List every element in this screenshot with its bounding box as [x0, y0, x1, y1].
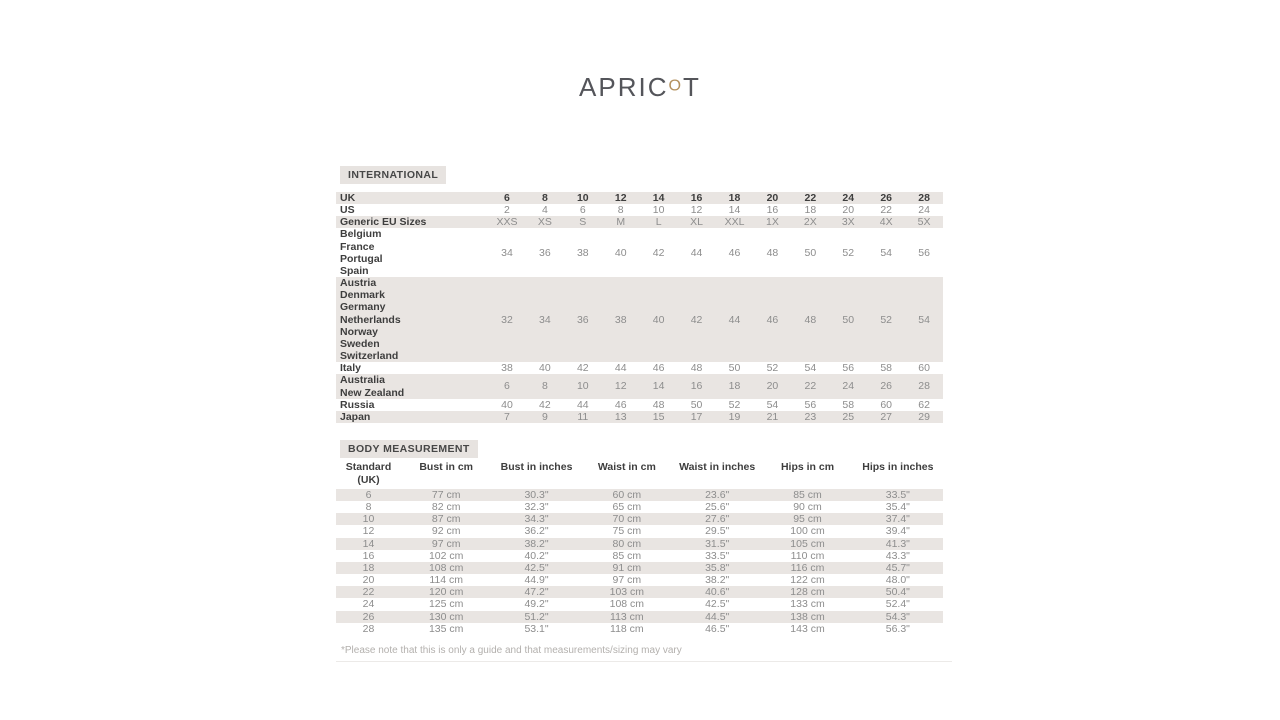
size-value: XL [690, 216, 703, 229]
measurement-cell: 91 cm [612, 561, 642, 574]
size-value: 20 [766, 192, 779, 204]
size-value: 12 [614, 192, 627, 204]
measurement-cell: 40.2" [524, 549, 549, 562]
size-value: 27 [880, 410, 893, 423]
size-value: 58 [880, 362, 893, 375]
measurement-cell: 48.0" [885, 574, 910, 587]
size-value: 44 [728, 313, 741, 326]
size-cell: 16 [362, 549, 375, 562]
size-value: 13 [614, 410, 627, 423]
size-value: 54 [918, 313, 930, 326]
column-header-line: Hips in inches [862, 461, 934, 473]
measurement-cell: 30.3" [524, 489, 549, 501]
country-name: New Zealand [340, 386, 405, 399]
measurement-cell: 110 cm [790, 549, 825, 562]
size-value: 16 [690, 192, 703, 204]
country-name: Sweden [340, 337, 380, 350]
logo-text-left: APRIC [579, 72, 669, 102]
column-header [672, 461, 762, 486]
size-value: 36 [576, 313, 589, 326]
size-value: 52 [728, 398, 741, 411]
measurement-row [336, 586, 943, 598]
size-value: 2 [504, 204, 510, 217]
size-values [488, 277, 943, 362]
measurement-cell: 23.6" [705, 489, 730, 501]
size-value: 40 [652, 313, 665, 326]
size-value: 50 [728, 362, 741, 375]
column-header-line: Waist in inches [679, 461, 756, 473]
size-value: 26 [880, 192, 893, 204]
size-value: 48 [690, 362, 703, 375]
international-row [336, 277, 943, 362]
size-value: XXS [496, 216, 518, 229]
size-value: 38 [576, 246, 589, 259]
size-cell: 18 [362, 561, 375, 574]
measurement-row [336, 623, 943, 635]
country-name: Germany [340, 301, 386, 314]
measurement-cell: 37.4" [885, 513, 910, 526]
international-row [336, 216, 943, 228]
size-value: 48 [652, 398, 665, 411]
body-measurement-table [336, 461, 943, 635]
measurement-cell: 120 cm [428, 586, 464, 599]
size-value: 10 [576, 192, 589, 204]
size-value: 56 [804, 398, 817, 411]
bottom-divider [336, 661, 952, 662]
measurement-cell: 51.2" [524, 610, 549, 623]
measurement-cell: 29.5" [705, 525, 730, 538]
measurement-cell: 32.3" [524, 501, 549, 514]
measurement-cell: 122 cm [790, 574, 825, 587]
size-value: 50 [690, 398, 703, 411]
measurement-cell: 25.6" [705, 501, 730, 514]
size-value: 17 [690, 410, 703, 423]
column-header [853, 461, 943, 486]
measurement-cell: 65 cm [612, 501, 642, 514]
measurement-cell: 56.3" [885, 622, 910, 635]
measurement-cell: 116 cm [790, 561, 825, 574]
guide-footnote: *Please note that this is only a guide and that measurements/sizing may vary [341, 645, 682, 656]
size-value: 11 [577, 410, 589, 423]
column-header-line: (UK) [357, 473, 380, 486]
country-name: Norway [340, 325, 378, 338]
international-row [336, 204, 943, 216]
size-value: 46 [728, 246, 741, 259]
size-value: 22 [804, 380, 817, 393]
size-value: 40 [539, 362, 551, 375]
country-name: Italy [340, 362, 362, 375]
country-label [336, 411, 488, 423]
measurement-row [336, 562, 943, 574]
size-value: 46 [652, 362, 665, 375]
measurement-row [336, 525, 943, 537]
measurement-cell: 118 cm [610, 622, 644, 635]
size-value: 29 [918, 410, 930, 423]
measurement-cell: 75 cm [612, 525, 642, 538]
size-value: 56 [918, 246, 930, 259]
column-header [762, 461, 852, 486]
measurement-cell: 135 cm [428, 622, 464, 635]
column-header-line: Bust in cm [419, 461, 474, 473]
size-value: 50 [804, 246, 817, 259]
column-header [582, 461, 672, 486]
measurement-cell: 128 cm [790, 586, 825, 599]
size-cell: 20 [362, 574, 375, 587]
size-cell: 6 [365, 489, 372, 501]
size-cell: 8 [365, 501, 372, 514]
size-value: 54 [766, 398, 779, 411]
measurement-cell: 50.4" [885, 586, 910, 599]
size-value: 42 [576, 362, 589, 375]
size-value: 10 [576, 380, 589, 393]
size-value: 42 [652, 246, 665, 259]
size-value: 36 [539, 246, 551, 259]
measurement-cell: 143 cm [790, 622, 825, 635]
measurement-cell: 125 cm [428, 598, 464, 611]
measurement-cell: 103 cm [609, 586, 645, 599]
size-value: 58 [842, 398, 855, 411]
measurement-cell: 39.4" [885, 525, 910, 538]
measurement-cell: 52.4" [885, 598, 910, 611]
column-header [401, 461, 491, 486]
size-value: 18 [804, 204, 817, 217]
measurement-row [336, 489, 943, 501]
measurement-cell: 92 cm [431, 525, 461, 538]
size-value: 16 [766, 204, 779, 217]
size-value: 42 [539, 398, 551, 411]
country-label [336, 216, 488, 228]
measurement-cell: 87 cm [431, 513, 461, 526]
size-cell: 14 [362, 537, 375, 550]
size-value: 6 [579, 204, 586, 217]
size-value: 5X [917, 216, 931, 229]
size-cell: 28 [362, 622, 375, 635]
international-row [336, 192, 943, 204]
column-header [336, 461, 401, 486]
country-label [336, 362, 488, 374]
measurement-row [336, 513, 943, 525]
size-value: 22 [804, 192, 817, 204]
body-measurement-header-row [336, 461, 943, 489]
measurement-cell: 85 cm [793, 489, 822, 501]
apricot-logo [0, 72, 1280, 103]
measurement-row [336, 611, 943, 623]
measurement-cell: 46.5" [705, 622, 730, 635]
size-values [488, 411, 943, 423]
measurement-cell: 108 cm [428, 561, 464, 574]
international-row [336, 228, 943, 277]
measurement-cell: 54.3" [885, 610, 910, 623]
country-name: Russia [340, 398, 375, 411]
measurement-cell: 47.2" [524, 586, 549, 599]
size-value: 19 [728, 410, 741, 423]
logo-accent-o: O [668, 76, 684, 95]
size-cell: 12 [362, 525, 375, 538]
size-value: 16 [690, 380, 703, 393]
size-value: 28 [918, 192, 930, 204]
size-value: 12 [614, 380, 627, 393]
size-value: 44 [576, 398, 589, 411]
size-value: M [616, 216, 626, 229]
country-label [336, 228, 488, 277]
size-value: 48 [804, 313, 817, 326]
size-value: 14 [652, 192, 665, 204]
measurement-cell: 82 cm [431, 501, 461, 514]
measurement-cell: 33.5" [885, 489, 910, 501]
measurement-cell: 35.4" [885, 501, 910, 514]
country-name: UK [340, 192, 356, 204]
size-value: 26 [880, 380, 893, 393]
measurement-cell: 42.5" [705, 598, 730, 611]
country-label [336, 192, 488, 204]
measurement-cell: 130 cm [428, 610, 464, 623]
measurement-cell: 49.2" [524, 598, 549, 611]
country-label [336, 277, 488, 362]
size-value: 18 [728, 380, 741, 393]
measurement-cell: 42.5" [524, 561, 549, 574]
country-name: Netherlands [340, 313, 401, 326]
size-value: 4X [879, 216, 893, 229]
size-value: 8 [617, 204, 624, 217]
size-value: 62 [918, 398, 930, 411]
measurement-cell: 80 cm [612, 537, 642, 550]
international-row [336, 374, 943, 398]
international-section-label: INTERNATIONAL [340, 166, 446, 184]
measurement-cell: 102 cm [428, 549, 464, 562]
size-value: 54 [880, 246, 893, 259]
size-value: L [655, 216, 662, 229]
country-name: Switzerland [340, 350, 399, 363]
logo-text-right: T [683, 72, 701, 102]
size-value: 52 [880, 313, 893, 326]
size-value: 20 [766, 380, 779, 393]
measurement-cell: 85 cm [612, 549, 642, 562]
size-value: 38 [614, 313, 627, 326]
size-value: 23 [804, 410, 817, 423]
size-value: 44 [614, 362, 627, 375]
measurement-cell: 77 cm [431, 489, 461, 501]
size-value: 56 [842, 362, 855, 375]
measurement-cell: 33.5" [705, 549, 730, 562]
size-value: 42 [690, 313, 703, 326]
size-value: XS [537, 216, 552, 229]
country-name: Generic EU Sizes [340, 216, 427, 229]
size-value: 4 [541, 204, 548, 217]
body-measurement-section-label: BODY MEASUREMENT [340, 440, 478, 458]
measurement-cell: 114 cm [429, 574, 464, 587]
measurement-cell: 34.3" [524, 513, 549, 526]
column-header-line: Waist in cm [597, 461, 656, 473]
measurement-row [336, 501, 943, 513]
size-value: 1X [765, 216, 779, 229]
size-cell: 22 [362, 586, 375, 599]
international-row [336, 362, 943, 374]
size-values [488, 399, 943, 411]
column-header-line: Hips in cm [780, 461, 835, 473]
size-value: 34 [501, 246, 513, 259]
size-value: 28 [918, 380, 930, 393]
size-value: 48 [766, 246, 779, 259]
measurement-cell: 90 cm [793, 501, 822, 514]
size-value: 8 [541, 192, 548, 204]
size-cell: 10 [362, 513, 375, 526]
size-value: 25 [842, 410, 855, 423]
country-name: Australia [340, 374, 385, 387]
size-value: 24 [842, 192, 855, 204]
measurement-cell: 108 cm [609, 598, 645, 611]
size-value: 38 [501, 362, 513, 375]
measurement-cell: 100 cm [790, 525, 825, 538]
measurement-cell: 44.5" [705, 610, 730, 623]
measurement-cell: 40.6" [705, 586, 730, 599]
country-label [336, 204, 488, 216]
size-value: 3X [841, 216, 855, 229]
size-value: 54 [804, 362, 817, 375]
measurement-row [336, 598, 943, 610]
country-name: US [340, 204, 355, 217]
international-row [336, 399, 943, 411]
size-cell: 26 [362, 610, 375, 623]
size-value: 32 [501, 313, 513, 326]
measurement-cell: 113 cm [610, 610, 644, 623]
measurement-cell: 70 cm [612, 513, 642, 526]
international-table [336, 192, 943, 423]
size-value: 6 [504, 192, 510, 204]
size-value: 44 [690, 246, 703, 259]
size-value: 46 [614, 398, 627, 411]
size-values [488, 374, 943, 398]
measurement-cell: 35.8" [705, 561, 730, 574]
measurement-cell: 45.7" [885, 561, 910, 574]
measurement-row [336, 550, 943, 562]
size-value: 24 [918, 204, 930, 217]
size-value: 52 [766, 362, 779, 375]
country-name: Japan [340, 410, 371, 423]
size-value: 50 [842, 313, 855, 326]
country-label [336, 399, 488, 411]
size-values [488, 204, 943, 216]
measurement-cell: 43.3" [885, 549, 910, 562]
size-value: 18 [728, 192, 741, 204]
measurement-row [336, 574, 943, 586]
size-value: S [579, 216, 587, 229]
size-value: 24 [842, 380, 855, 393]
size-value: 12 [690, 204, 703, 217]
measurement-cell: 38.2" [524, 537, 549, 550]
size-value: 20 [842, 204, 855, 217]
country-name: Belgium [340, 228, 382, 241]
size-values [488, 362, 943, 374]
size-value: 40 [501, 398, 513, 411]
measurement-cell: 38.2" [705, 574, 730, 587]
measurement-cell: 60 cm [612, 489, 642, 501]
size-value: 52 [842, 246, 855, 259]
size-value: 40 [614, 246, 627, 259]
size-cell: 24 [362, 598, 375, 611]
size-value: 21 [766, 410, 779, 423]
measurement-cell: 97 cm [612, 574, 642, 587]
size-value: 8 [541, 380, 548, 393]
size-value: 9 [541, 410, 548, 423]
size-value: 60 [880, 398, 893, 411]
country-name: Spain [340, 264, 369, 277]
measurement-cell: 41.3" [885, 537, 910, 550]
international-row [336, 411, 943, 423]
country-name: Portugal [340, 252, 383, 265]
size-value: 14 [652, 380, 665, 393]
size-values [488, 192, 943, 204]
country-name: Austria [340, 277, 377, 290]
column-header-line: Standard [345, 461, 392, 473]
size-value: 46 [766, 313, 779, 326]
size-value: 2X [803, 216, 817, 229]
measurement-cell: 97 cm [431, 537, 461, 550]
size-value: 7 [504, 410, 510, 423]
measurement-row [336, 538, 943, 550]
measurement-cell: 133 cm [790, 598, 825, 611]
measurement-cell: 44.9" [524, 574, 549, 587]
column-header [491, 461, 581, 486]
size-value: XXL [724, 216, 745, 229]
measurement-cell: 138 cm [790, 610, 825, 623]
size-value: 22 [880, 204, 893, 217]
country-name: Denmark [340, 289, 385, 302]
country-label [336, 374, 488, 398]
measurement-cell: 31.5" [705, 537, 730, 550]
size-value: 6 [504, 380, 510, 393]
column-header-line: Bust in inches [500, 461, 573, 473]
measurement-cell: 95 cm [793, 513, 822, 526]
measurement-cell: 105 cm [790, 537, 825, 550]
measurement-cell: 27.6" [705, 513, 730, 526]
size-values [488, 228, 943, 277]
size-value: 14 [728, 204, 741, 217]
country-name: France [340, 240, 375, 253]
measurement-cell: 36.2" [524, 525, 549, 538]
size-value: 60 [918, 362, 930, 375]
size-value: 10 [652, 204, 665, 217]
size-values [488, 216, 943, 228]
measurement-cell: 53.1" [524, 622, 549, 635]
size-value: 15 [652, 410, 665, 423]
size-value: 34 [539, 313, 551, 326]
